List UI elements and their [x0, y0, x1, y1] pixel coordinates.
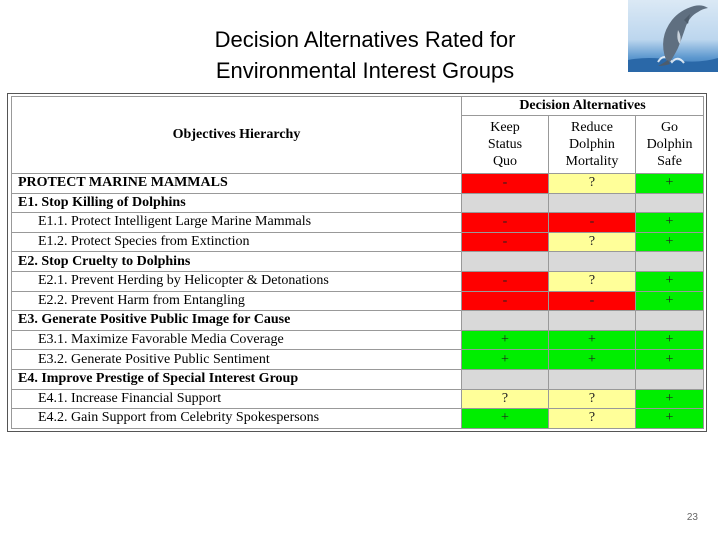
- rating-cell: +: [636, 350, 704, 370]
- rating-cell: +: [636, 409, 704, 429]
- rating-cell: ?: [549, 271, 636, 291]
- rating-cell: -: [462, 232, 549, 252]
- rating-cell: -: [462, 174, 549, 194]
- rating-cell: ?: [462, 389, 549, 409]
- rating-cell: [549, 311, 636, 331]
- alternative-header-1: [462, 116, 549, 174]
- slide-title: [150, 24, 580, 86]
- rating-cell: -: [462, 271, 549, 291]
- alternative-header-line: Keep: [490, 120, 520, 135]
- alternative-header-line: Go: [660, 120, 679, 135]
- rating-cell: [636, 193, 704, 213]
- rating-cell: -: [462, 213, 549, 233]
- alternative-header-line: Dolphin: [646, 137, 693, 152]
- objective-label: PROTECT MARINE MAMMALS: [12, 174, 462, 194]
- rating-cell: [462, 193, 549, 213]
- title-line-2: Environmental Interest Groups: [215, 58, 515, 83]
- sub-objective-label: E3.1. Maximize Favorable Media Coverage: [12, 330, 462, 350]
- sub-objective-label: E2.2. Prevent Harm from Entangling: [12, 291, 462, 311]
- rating-cell: +: [549, 330, 636, 350]
- sub-objective-label: E1.1. Protect Intelligent Large Marine Mammals: [12, 213, 462, 233]
- objective-label: E1. Stop Killing of Dolphins: [12, 193, 462, 213]
- table-row: [12, 232, 704, 252]
- rating-cell: +: [636, 271, 704, 291]
- rating-cell: +: [462, 350, 549, 370]
- dolphin-photo: [628, 0, 718, 72]
- page-number: 23: [686, 512, 698, 523]
- rating-cell: ?: [549, 232, 636, 252]
- rating-cell: +: [636, 232, 704, 252]
- rating-cell: -: [549, 213, 636, 233]
- objective-label: E4. Improve Prestige of Special Interest Group: [12, 369, 462, 389]
- objectives-header: Objectives Hierarchy: [12, 97, 462, 174]
- table-row: [12, 350, 704, 370]
- rating-cell: ?: [549, 174, 636, 194]
- alternative-header-3: [636, 116, 704, 174]
- alternative-header-line: Mortality: [565, 154, 619, 169]
- ratings-rows: [12, 174, 704, 429]
- ratings-table-frame: [7, 93, 707, 432]
- table-row: [12, 409, 704, 429]
- rating-cell: +: [636, 330, 704, 350]
- sub-objective-label: E3.2. Generate Positive Public Sentiment: [12, 350, 462, 370]
- rating-cell: +: [462, 330, 549, 350]
- table-row: [12, 174, 704, 194]
- alternatives-header: Decision Alternatives: [462, 97, 704, 116]
- sub-objective-label: E1.2. Protect Species from Extinction: [12, 232, 462, 252]
- alternative-header-line: Status: [487, 137, 523, 152]
- alternative-header-2: [549, 116, 636, 174]
- rating-cell: [462, 369, 549, 389]
- rating-cell: +: [636, 291, 704, 311]
- rating-cell: +: [636, 174, 704, 194]
- title-line-1: Decision Alternatives Rated for: [214, 27, 516, 52]
- rating-cell: [462, 252, 549, 272]
- table-row: [12, 389, 704, 409]
- objective-label: E2. Stop Cruelty to Dolphins: [12, 252, 462, 272]
- rating-cell: +: [462, 409, 549, 429]
- table-row: [12, 252, 704, 272]
- rating-cell: [636, 311, 704, 331]
- alternative-header-line: Reduce: [571, 120, 613, 135]
- table-row: [12, 311, 704, 331]
- dolphin-icon: [628, 0, 718, 72]
- rating-cell: -: [462, 291, 549, 311]
- rating-cell: [549, 252, 636, 272]
- alternative-header-line: Dolphin: [569, 137, 615, 152]
- rating-cell: +: [636, 389, 704, 409]
- rating-cell: [636, 252, 704, 272]
- sub-objective-label: E4.1. Increase Financial Support: [12, 389, 462, 409]
- rating-cell: ?: [549, 409, 636, 429]
- table-row: [12, 271, 704, 291]
- rating-cell: [549, 369, 636, 389]
- rating-cell: -: [549, 291, 636, 311]
- rating-cell: [549, 193, 636, 213]
- sub-objective-label: E2.1. Prevent Herding by Helicopter & Detonations: [12, 271, 462, 291]
- table-row: [12, 330, 704, 350]
- table-row: [12, 193, 704, 213]
- rating-cell: +: [636, 213, 704, 233]
- objective-label: E3. Generate Positive Public Image for Cause: [12, 311, 462, 331]
- table-row: [12, 213, 704, 233]
- rating-cell: [462, 311, 549, 331]
- ratings-table: [11, 96, 704, 429]
- sub-objective-label: E4.2. Gain Support from Celebrity Spokespersons: [12, 409, 462, 429]
- rating-cell: ?: [549, 389, 636, 409]
- table-row: [12, 291, 704, 311]
- alternative-header-line: Safe: [657, 154, 682, 169]
- table-row: [12, 369, 704, 389]
- rating-cell: [636, 369, 704, 389]
- rating-cell: +: [549, 350, 636, 370]
- alternative-header-line: Quo: [492, 154, 518, 169]
